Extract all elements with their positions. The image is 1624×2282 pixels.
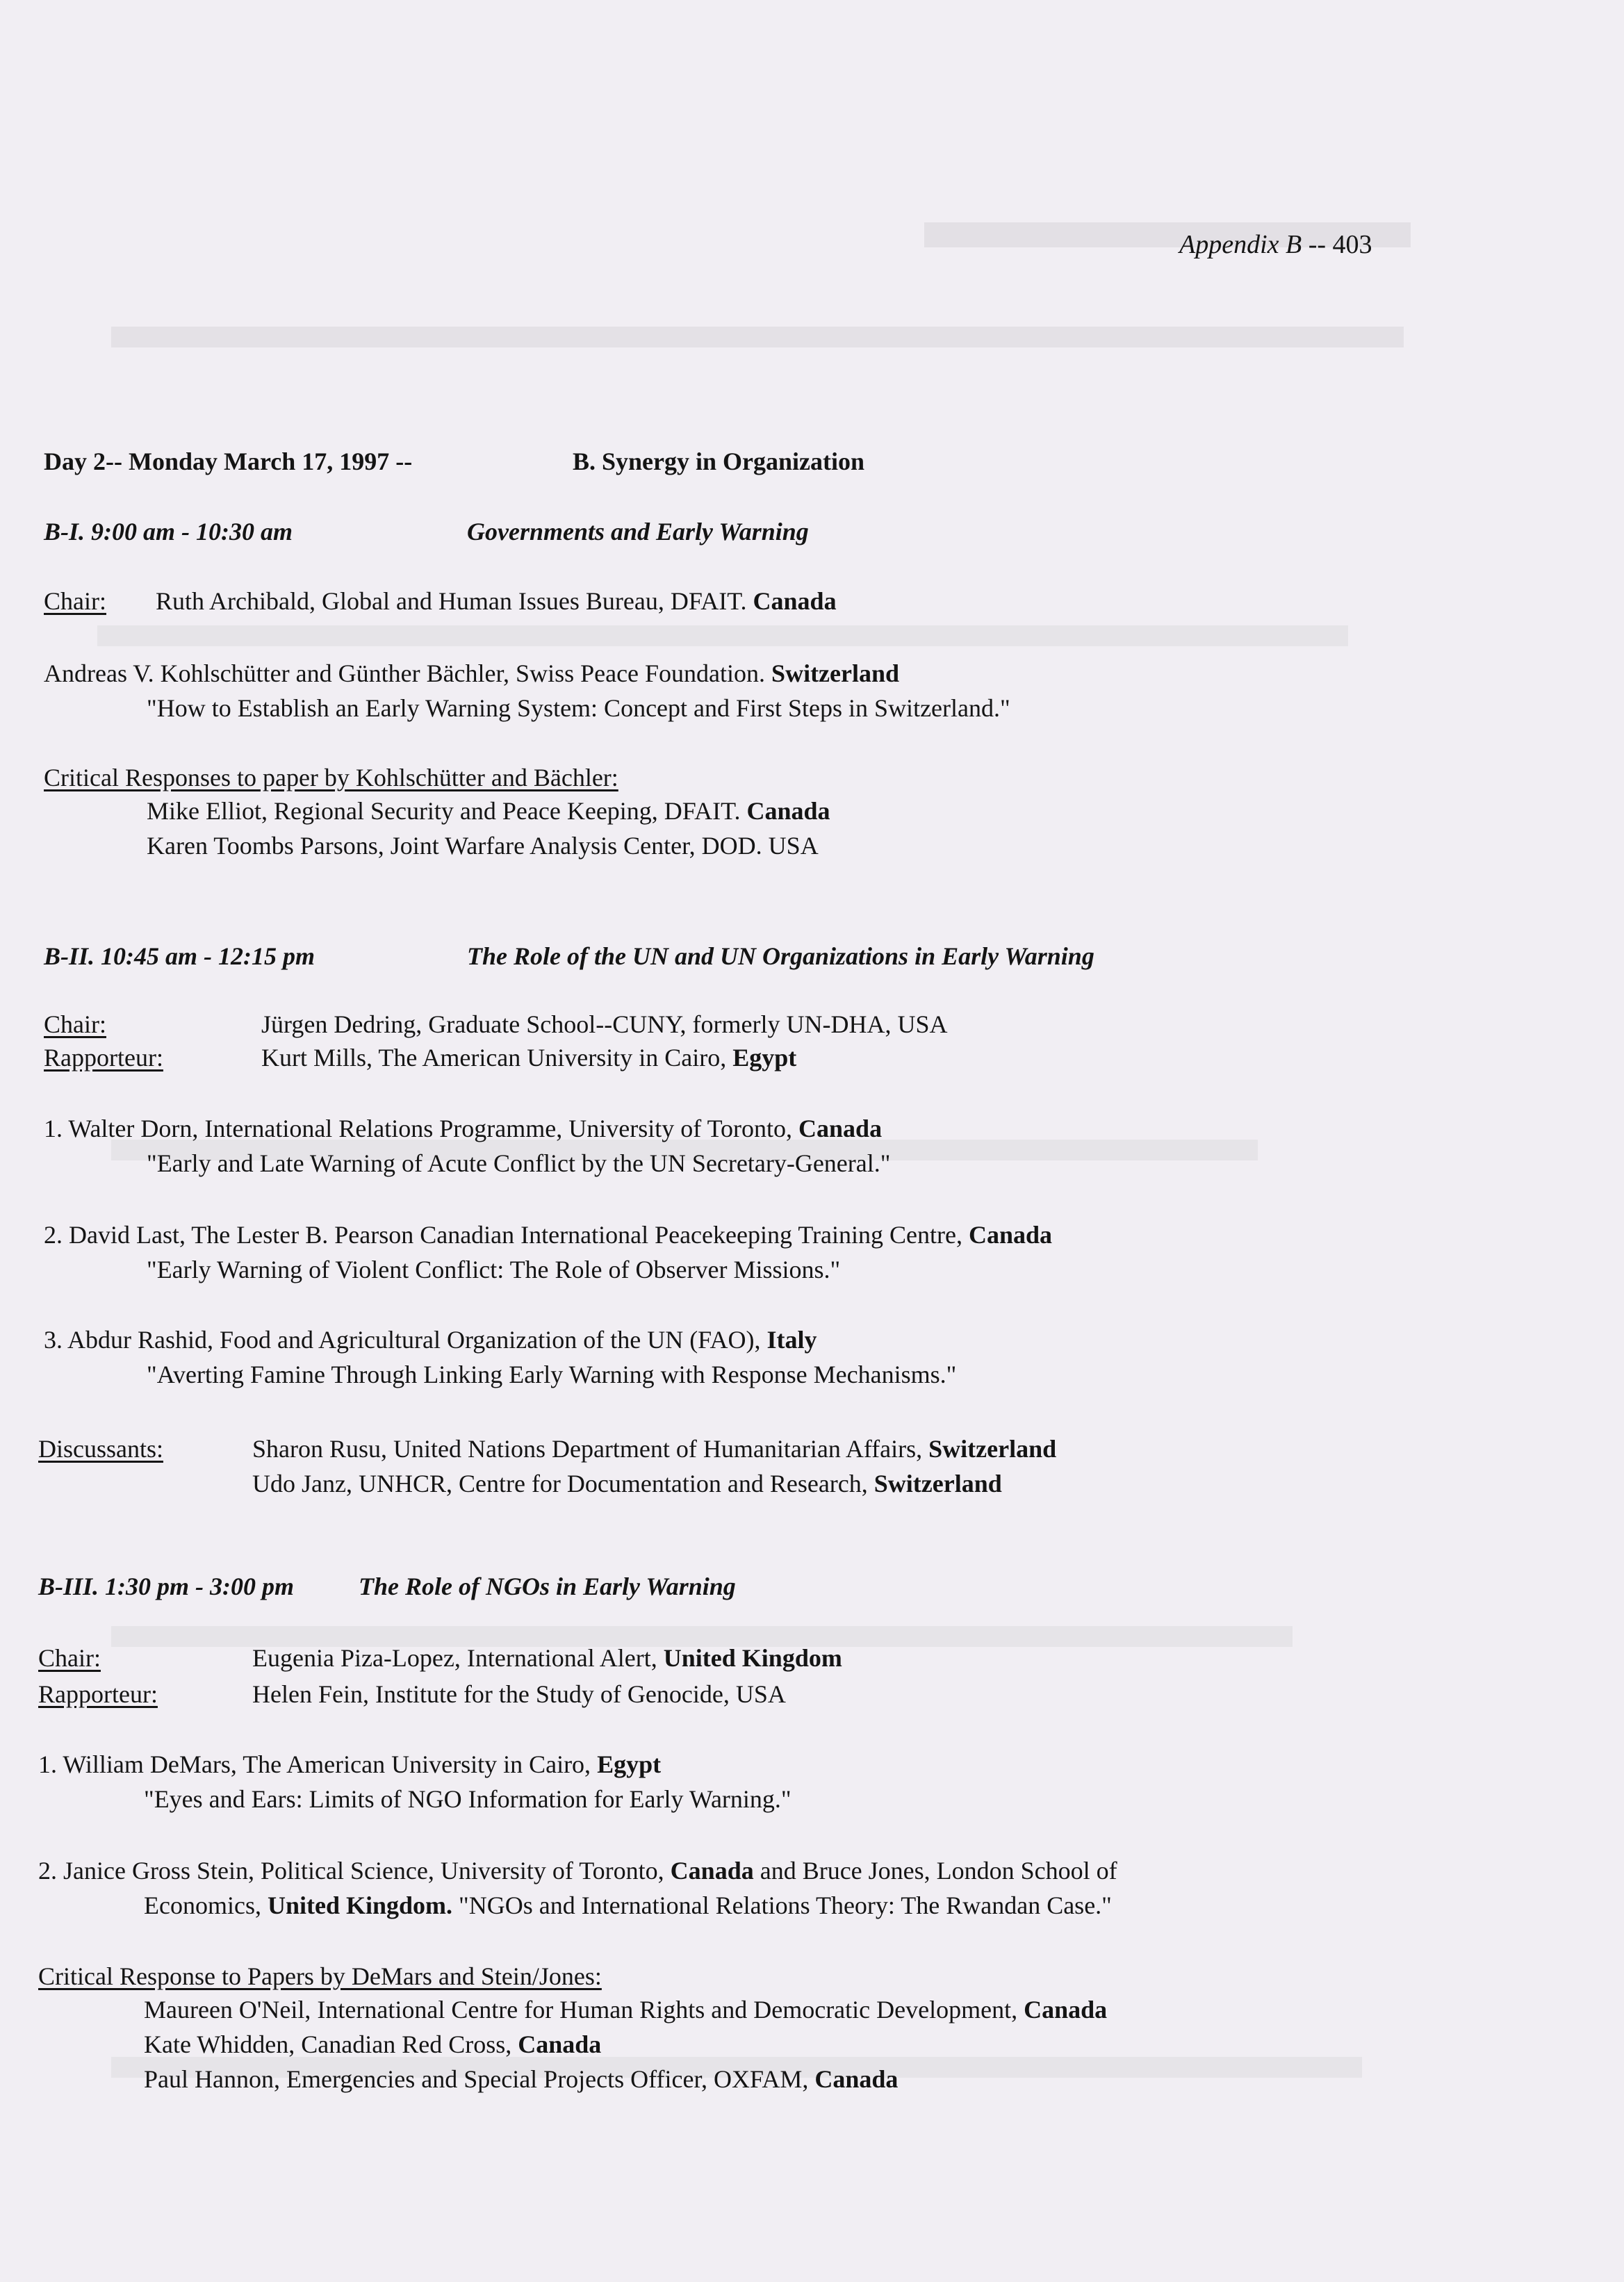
respondent-name: Kate Whidden, Canadian Red Cross,: [144, 2030, 518, 2058]
day-heading: Day 2-- Monday March 17, 1997 --: [44, 448, 413, 475]
chair-entry: [252, 1643, 842, 1673]
discussant-entry: [252, 1468, 1002, 1499]
session-time: B-II. 10:45 am - 12:15 pm: [44, 942, 315, 970]
paper-coauthor: and Bruce Jones, London School of: [753, 1857, 1117, 1885]
paper-author: 2. David Last, The Lester B. Pearson Canadian International Peacekeeping Training Centre,: [44, 1221, 969, 1249]
respondent-country: Canada: [746, 797, 830, 825]
respondent-country: Canada: [814, 2065, 899, 2093]
discussant-name: Sharon Rusu, United Nations Department of Humanitarian Affairs,: [252, 1435, 929, 1463]
paper-author: 1. William DeMars, The American University in Cairo,: [38, 1750, 598, 1778]
discussant-name: Udo Janz, UNHCR, Centre for Documentation and Research,: [252, 1470, 874, 1497]
rapporteur-entry: [261, 1042, 796, 1073]
paper-author: 3. Abdur Rashid, Food and Agricultural Organization of the UN (FAO),: [44, 1326, 767, 1354]
chair-entry: [156, 586, 837, 616]
paper-author: 2. Janice Gross Stein, Political Science, University of Toronto,: [38, 1857, 671, 1885]
respondent-entry: [144, 2064, 898, 2094]
session-title: The Role of the UN and UN Organizations in Early Warning: [467, 942, 1094, 970]
paper-entry: [38, 1749, 661, 1780]
respondent-country: Canada: [1024, 1996, 1108, 2024]
discussant-country: Switzerland: [928, 1435, 1057, 1463]
rapporteur-entry: Helen Fein, Institute for the Study of Genocide, USA: [252, 1680, 786, 1708]
paper-country: United Kingdom.: [267, 1891, 453, 1919]
paper-country: Egypt: [597, 1750, 662, 1778]
paper-title: "Eyes and Ears: Limits of NGO Information for Early Warning.": [144, 1785, 792, 1813]
paper-coauthor-affiliation: Economics,: [144, 1891, 268, 1919]
respondent-entry: Karen Toombs Parsons, Joint Warfare Analysis Center, DOD. USA: [147, 832, 819, 860]
respondent-entry: [144, 1994, 1107, 2025]
paper-entry: [38, 1855, 1117, 1886]
paper-title: "Averting Famine Through Linking Early Warning with Response Mechanisms.": [147, 1361, 957, 1388]
paper-entry: [44, 1220, 1052, 1250]
header-label: Appendix B: [1179, 230, 1302, 259]
paper-entry: [44, 1113, 882, 1144]
chair-label: Chair:: [44, 587, 106, 615]
respondent-name: Paul Hannon, Emergencies and Special Projects Officer, OXFAM,: [144, 2065, 815, 2093]
paper-entry-continued: [144, 1890, 1112, 1921]
paper-authors: [44, 658, 899, 689]
page-number: 403: [1332, 230, 1372, 259]
paper-country: Switzerland: [771, 659, 900, 687]
chair-label: Chair:: [44, 1010, 106, 1038]
rapporteur-name: Kurt Mills, The American University in Cairo,: [261, 1044, 733, 1072]
session-time: B-I. 9:00 am - 10:30 am: [44, 518, 293, 545]
discussant-country: Switzerland: [873, 1470, 1002, 1497]
discussants-label: Discussants:: [38, 1435, 163, 1463]
day-theme: B. Synergy in Organization: [573, 448, 865, 475]
chair-country: United Kingdom: [663, 1644, 842, 1672]
paper-country: Canada: [968, 1221, 1053, 1249]
chair-label: Chair:: [38, 1644, 101, 1672]
rapporteur-label: Rapporteur:: [38, 1680, 158, 1708]
respondent-entry: [147, 796, 830, 826]
chair-country: Canada: [753, 587, 837, 615]
paper-entry: [44, 1324, 817, 1355]
respondent-name: Mike Elliot, Regional Security and Peace Keeping, DFAIT.: [147, 797, 747, 825]
session-time: B-III. 1:30 pm - 3:00 pm: [38, 1573, 294, 1600]
paper-title: "Early and Late Warning of Acute Conflict by the UN Secretary-General.": [147, 1149, 891, 1177]
chair-name: Ruth Archibald, Global and Human Issues Bureau, DFAIT.: [156, 587, 753, 615]
paper-author: 1. Walter Dorn, International Relations Programme, University of Toronto,: [44, 1115, 799, 1142]
discussant-entry: [252, 1434, 1056, 1464]
paper-country: Canada: [798, 1115, 883, 1142]
rapporteur-country: Egypt: [732, 1044, 797, 1072]
respondent-entry: [144, 2029, 601, 2060]
session-title: Governments and Early Warning: [467, 518, 809, 545]
respondent-name: Maureen O'Neil, International Centre for Human Rights and Democratic Development,: [144, 1996, 1024, 2024]
critical-responses-label: Critical Responses to paper by Kohlschütter and Bächler:: [44, 764, 618, 791]
chair-entry: Jürgen Dedring, Graduate School--CUNY, formerly UN-DHA, USA: [261, 1010, 948, 1038]
paper-title: "NGOs and International Relations Theory: The Rwandan Case.": [452, 1891, 1112, 1919]
chair-name: Eugenia Piza-Lopez, International Alert,: [252, 1644, 664, 1672]
header-separator: --: [1302, 230, 1333, 259]
page-header: [1179, 229, 1372, 260]
paper-author-names: Andreas V. Kohlschütter and Günther Bächler, Swiss Peace Foundation.: [44, 659, 772, 687]
paper-country: Italy: [766, 1326, 817, 1354]
paper-country: Canada: [670, 1857, 754, 1885]
rapporteur-label: Rapporteur:: [44, 1044, 163, 1072]
session-title: The Role of NGOs in Early Warning: [359, 1573, 736, 1600]
critical-response-label: Critical Response to Papers by DeMars and Stein/Jones:: [38, 1962, 602, 1990]
paper-title: "How to Establish an Early Warning System: Concept and First Steps in Switzerland.": [147, 694, 1010, 722]
paper-title: "Early Warning of Violent Conflict: The Role of Observer Missions.": [147, 1256, 841, 1283]
respondent-country: Canada: [518, 2030, 602, 2058]
